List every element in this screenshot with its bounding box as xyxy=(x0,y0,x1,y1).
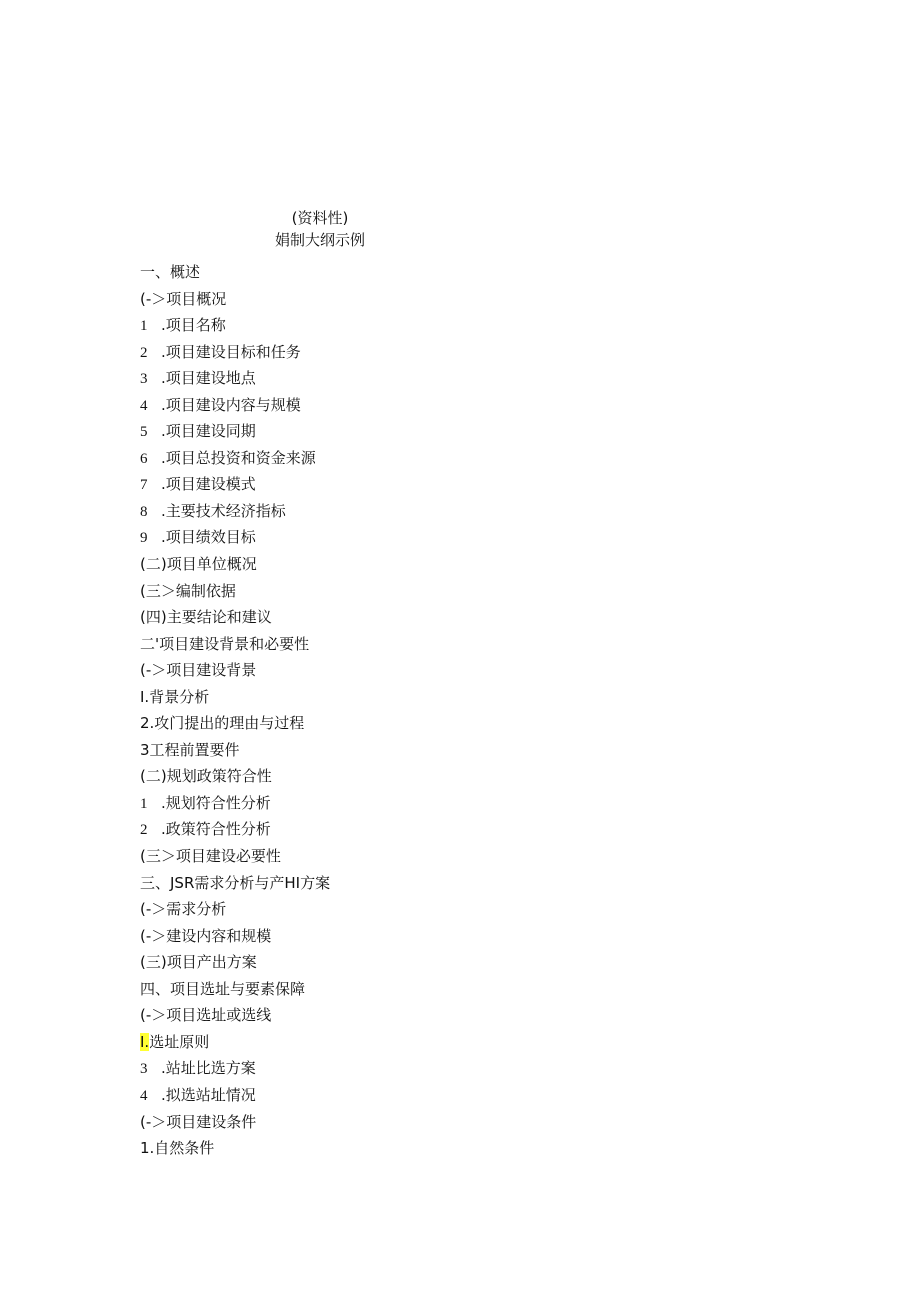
appendix-title: 娟制大纲示例 xyxy=(274,231,365,249)
outline-item-text: .政策符合性分析 xyxy=(161,820,271,839)
outline-item xyxy=(140,445,330,472)
outline-item xyxy=(140,763,330,790)
outline-item-text: .规划符合性分析 xyxy=(161,793,271,812)
outline-item-text: (-＞需求分析 xyxy=(140,900,227,919)
outline-item xyxy=(140,365,330,392)
outline-item xyxy=(140,578,330,605)
outline-item-text: 三、JSR需求分析与产HI方案 xyxy=(140,873,331,892)
outline-item xyxy=(140,604,330,631)
outline-item-text: 2.攻门提出的理由与过程 xyxy=(140,714,305,733)
outline-item xyxy=(140,1135,330,1162)
outline-item-number: 4 xyxy=(140,1087,148,1104)
outline-item-text: .项目建设模式 xyxy=(161,475,256,494)
outline-item xyxy=(140,631,330,658)
outline-item-text: .项目建设内容与规模 xyxy=(161,395,301,414)
outline-item-text: .项目建设目标和任务 xyxy=(161,342,301,361)
outline-item-number: 4 xyxy=(140,397,148,414)
outline-item-text: 一、概述 xyxy=(140,263,201,281)
outline-item xyxy=(140,1109,330,1136)
outline-item xyxy=(140,1029,330,1056)
outline-item-number: 1 xyxy=(140,318,148,335)
outline-item xyxy=(140,710,330,737)
outline-item-text: (-＞项目建设条件 xyxy=(140,1112,257,1131)
outline-item xyxy=(140,816,330,843)
outline-item-text: (三＞项目建设必要性 xyxy=(140,847,281,866)
outline-item xyxy=(140,471,330,498)
outline-item xyxy=(140,259,330,286)
outline-item xyxy=(140,312,330,339)
outline-item xyxy=(140,843,330,870)
outline-item xyxy=(140,684,330,711)
outline-item-text: 选址原则 xyxy=(149,1032,210,1051)
outline-item-text: (-＞项目选址或选线 xyxy=(140,1006,272,1025)
outline-item-text: .站址比选方案 xyxy=(161,1059,256,1078)
outline-item-text: .项目绩效目标 xyxy=(161,528,256,547)
outline-item xyxy=(140,418,330,445)
outline-item-number: 3 xyxy=(140,371,148,388)
outline-item xyxy=(140,392,330,419)
outline-item-text: 3工程前置要件 xyxy=(140,740,240,759)
outline-item-text: (-＞项目建设背景 xyxy=(140,661,257,680)
outline-item xyxy=(140,870,330,897)
outline-item-number: 7 xyxy=(140,477,148,494)
outline-item-number: 3 xyxy=(140,1061,148,1078)
outline-item-number: 2 xyxy=(140,822,148,839)
outline-item-text: (三)项目产出方案 xyxy=(140,953,257,972)
outline-item-text: (四)主要结论和建议 xyxy=(140,608,272,627)
outline-item-number: 6 xyxy=(140,450,148,467)
outline-item xyxy=(140,339,330,366)
outline-item-text: .项目建设同期 xyxy=(161,422,256,441)
outline-item xyxy=(140,524,330,551)
outline-item-text: .主要技术经济指标 xyxy=(161,501,286,520)
outline-item xyxy=(140,923,330,950)
outline-item-text: (-＞建设内容和规模 xyxy=(140,926,272,945)
appendix-type-label: (资料性) xyxy=(291,209,349,227)
outline-item-text: (-＞项目概况 xyxy=(140,289,227,308)
outline-list xyxy=(140,259,330,1162)
outline-item-text: .项目总投资和资金来源 xyxy=(161,448,316,467)
outline-item-text: (二)规划政策符合性 xyxy=(140,767,272,786)
outline-item xyxy=(140,1055,330,1082)
outline-item xyxy=(140,949,330,976)
outline-item-number: 1 xyxy=(140,795,148,812)
outline-item xyxy=(140,498,330,525)
outline-item xyxy=(140,1082,330,1109)
outline-item xyxy=(140,737,330,764)
outline-item-text: .项目名称 xyxy=(161,316,226,335)
outline-item-text: I.背景分析 xyxy=(140,687,210,706)
outline-item-number: 9 xyxy=(140,530,148,547)
outline-item xyxy=(140,976,330,1003)
outline-item-text: (三＞编制依据 xyxy=(140,581,236,600)
outline-item xyxy=(140,286,330,313)
outline-item-text: .项目建设地点 xyxy=(161,369,256,388)
outline-item xyxy=(140,657,330,684)
outline-item-text: 四、项目选址与要素保障 xyxy=(140,979,306,998)
outline-item xyxy=(140,790,330,817)
outline-item-number: 2 xyxy=(140,344,148,361)
outline-item-number: 8 xyxy=(140,503,148,520)
outline-item-text: 1.自然条件 xyxy=(140,1139,215,1158)
outline-item-text: (二)项目单位概况 xyxy=(140,555,257,574)
outline-item xyxy=(140,896,330,923)
highlighted-text: I. xyxy=(140,1032,150,1051)
outline-item-text: .拟选站址情况 xyxy=(161,1085,256,1104)
outline-item xyxy=(140,551,330,578)
outline-item-text: 二'项目建设背景和必要性 xyxy=(140,634,310,653)
outline-item xyxy=(140,1002,330,1029)
outline-item-number: 5 xyxy=(140,424,148,441)
